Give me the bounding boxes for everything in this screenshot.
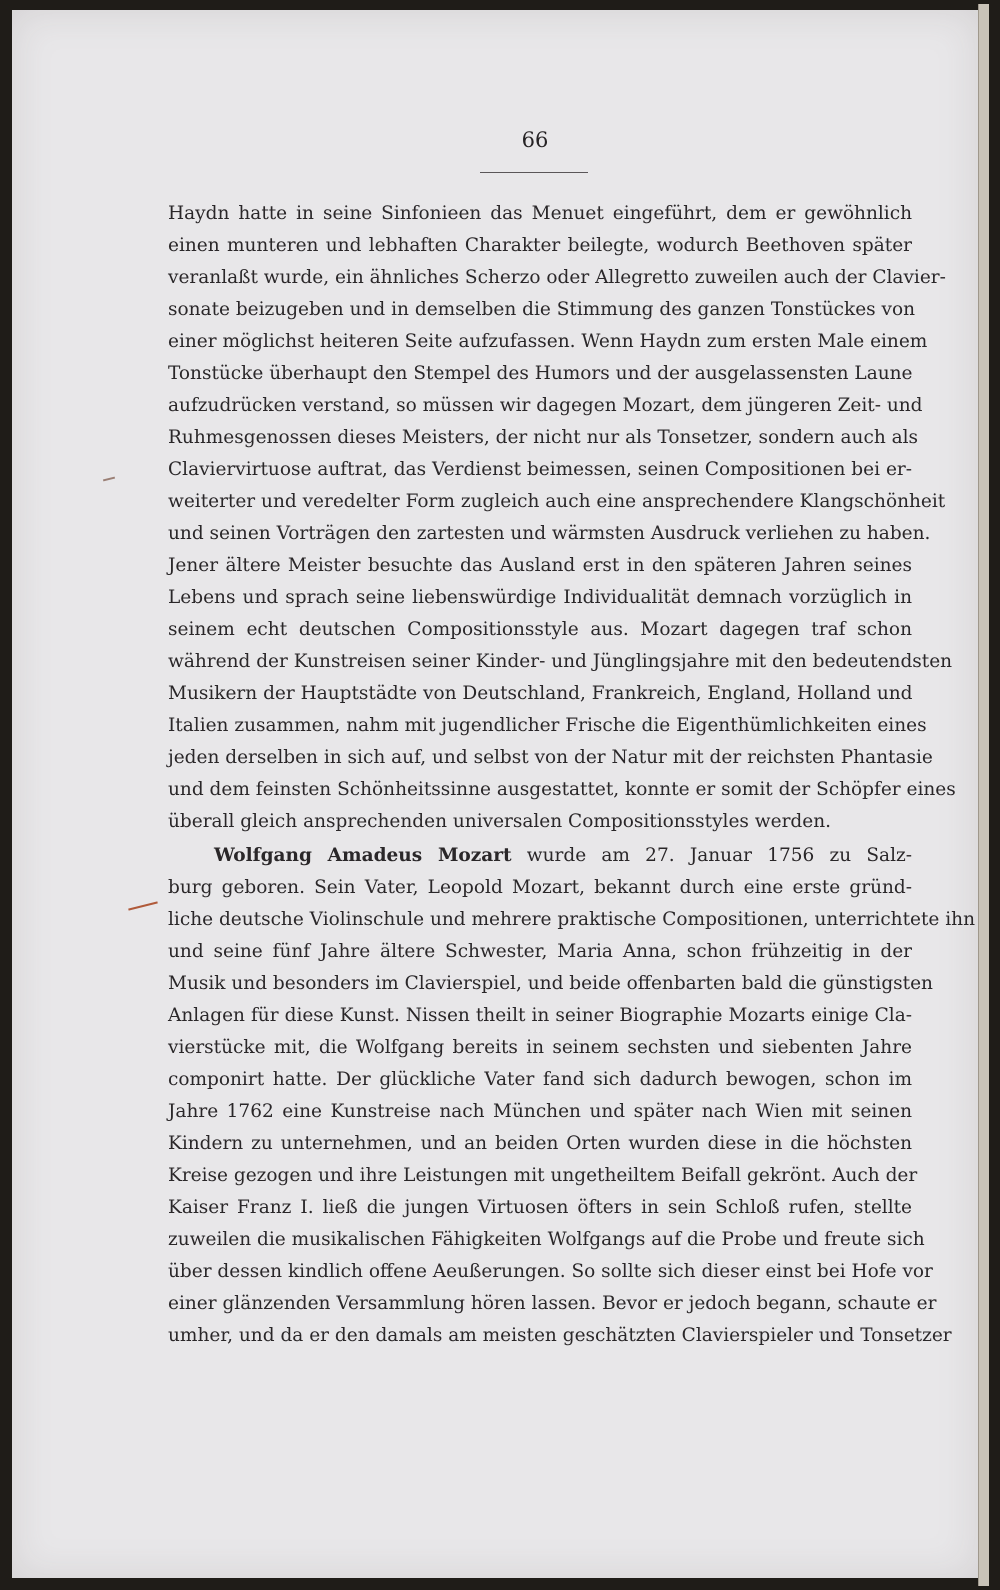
text-line: Jahre 1762 eine Kunstreise nach München und später nach Wien mit seinen <box>168 1101 912 1122</box>
text-line: sonate beizugeben und in demselben die Stimmung des ganzen Tonstückes von <box>168 299 916 320</box>
heading-rest: wurde am 27. Januar 1756 zu Salz- <box>511 845 912 866</box>
text-line: burg geboren. Sein Vater, Leopold Mozart, bekannt durch eine erste gründ- <box>168 877 912 898</box>
text-line: überall gleich ansprechenden universalen Compositionsstyles werden. <box>168 811 832 832</box>
text-line: liche deutsche Violinschule und mehrere praktische Compositionen, unterrichtete ihn <box>168 909 975 930</box>
text-line: vierstücke mit, die Wolfgang bereits in seinem sechsten und siebenten Jahre <box>168 1037 912 1058</box>
text-line: umher, und da er den damals am meisten geschätzten Clavierspieler und Tonsetzer <box>168 1325 952 1346</box>
text-line: Anlagen für diese Kunst. Nissen theilt in seiner Biographie Mozarts einige Cla- <box>168 1005 912 1026</box>
text-line: seinem echt deutschen Compositionsstyle aus. Mozart dagegen traf schon <box>168 619 912 640</box>
text-line: Kreise gezogen und ihre Leistungen mit ungetheiltem Beifall gekrönt. Auch der <box>168 1165 918 1186</box>
text-line: zuweilen die musikalischen Fähigkeiten Wolfgangs auf die Probe und freute sich <box>168 1229 925 1250</box>
text-line: Musik und besonders im Clavierspiel, und beide offenbarten bald die günstigsten <box>168 973 933 994</box>
section-heading-line <box>214 844 912 868</box>
text-line: einer möglichst heiteren Seite aufzufassen. Wenn Haydn zum ersten Male einem <box>168 331 928 352</box>
page-edge <box>978 4 989 1586</box>
text-line: während der Kunstreisen seiner Kinder- und Jünglingsjahre mit den bedeutendsten <box>168 651 953 672</box>
text-line: componirt hatte. Der glückliche Vater fand sich dadurch bewogen, schon im <box>168 1069 912 1090</box>
text-line: und seine fünf Jahre ältere Schwester, Maria Anna, schon frühzeitig in der <box>168 941 912 962</box>
text-line: Lebens und sprach seine liebenswürdige Individualität demnach vorzüglich in <box>168 587 912 608</box>
heading-name: Wolfgang Amadeus Mozart <box>214 845 512 866</box>
text-line: einer glänzenden Versammlung hören lassen. Bevor er jedoch begann, schaute er <box>168 1293 937 1314</box>
text-line: und dem feinsten Schönheitssinne ausgestattet, konnte er somit der Schöpfer eines <box>168 779 956 800</box>
text-line: einen munteren und lebhaften Charakter beilegte, wodurch Beethoven später <box>168 235 912 256</box>
text-line: Italien zusammen, nahm mit jugendlicher Frische die Eigenthümlichkeiten eines <box>168 715 927 736</box>
text-line: veranlaßt wurde, ein ähnliches Scherzo oder Allegretto zuweilen auch der Clavier- <box>168 267 946 288</box>
page-number-rule <box>480 172 588 173</box>
text-line: aufzudrücken verstand, so müssen wir dagegen Mozart, dem jüngeren Zeit- und <box>168 395 923 416</box>
page-number: 66 <box>521 128 549 152</box>
text-line: Claviervirtuose auftrat, das Verdienst beimessen, seinen Compositionen bei er- <box>168 459 912 480</box>
text-line: Tonstücke überhaupt den Stempel des Humors und der ausgelassensten Laune <box>168 363 913 384</box>
text-line: über dessen kindlich offene Aeußerungen. So sollte sich dieser einst bei Hofe vor <box>168 1261 933 1282</box>
text-line: weiterter und veredelter Form zugleich auch eine ansprechendere Klangschönheit <box>168 491 946 512</box>
text-line: Haydn hatte in seine Sinfonieen das Menuet eingeführt, dem er gewöhnlich <box>168 203 912 224</box>
text-line: Jener ältere Meister besuchte das Ausland erst in den späteren Jahren seines <box>168 555 912 576</box>
text-line: jeden derselben in sich auf, und selbst von der Natur mit der reichsten Phantasie <box>168 747 933 768</box>
text-line: Kindern zu unternehmen, und an beiden Orten wurden diese in die höchsten <box>168 1133 912 1154</box>
text-line: und seinen Vorträgen den zartesten und wärmsten Ausdruck verliehen zu haben. <box>168 523 931 544</box>
text-line: Musikern der Hauptstädte von Deutschland, Frankreich, England, Holland und <box>168 683 913 704</box>
text-line: Ruhmesgenossen dieses Meisters, der nicht nur als Tonsetzer, sondern auch als <box>168 427 919 448</box>
text-line: Kaiser Franz I. ließ die jungen Virtuosen öfters in sein Schloß rufen, stellte <box>168 1197 912 1218</box>
